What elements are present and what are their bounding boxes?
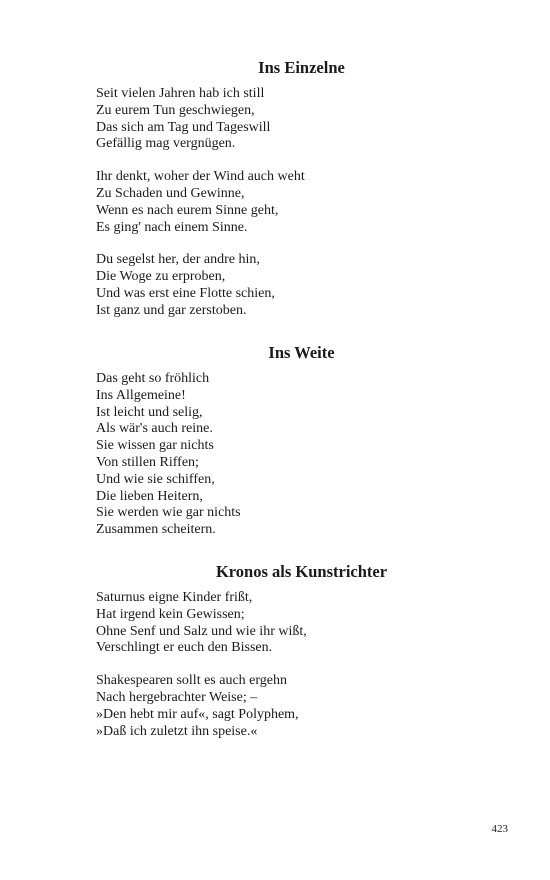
page-number: 423	[491, 823, 508, 835]
verse-line: Ihr denkt, woher der Wind auch weht	[96, 169, 305, 185]
verse-line: Es ging' nach einem Sinne.	[96, 219, 248, 235]
stanza	[96, 590, 496, 657]
verse-line: Das sich am Tag und Tageswill	[96, 119, 271, 135]
stanza	[96, 673, 496, 740]
verse-line: Ist ganz und gar zerstoben.	[96, 302, 247, 318]
poem-kronos-als-kunstrichter	[96, 562, 496, 740]
poem-title: Ins Einzelne	[258, 58, 345, 77]
verse-line: »Den hebt mir auf«, sagt Polyphem,	[96, 706, 299, 722]
stanza	[96, 86, 496, 153]
stanza	[96, 252, 496, 319]
verse-line: Zu Schaden und Gewinne,	[96, 185, 245, 201]
verse-line: Als wär's auch reine.	[96, 421, 213, 437]
stanza	[96, 169, 496, 236]
verse-line: Die lieben Heitern,	[96, 488, 203, 504]
verse-line: Du segelst her, der andre hin,	[96, 252, 260, 268]
verse-line: Sie werden wie gar nichts	[96, 505, 241, 521]
poem-title: Kronos als Kunstrichter	[215, 562, 388, 581]
verse-line: Sie wissen gar nichts	[96, 438, 214, 454]
verse-line: Zusammen scheitern.	[96, 522, 216, 538]
verse-line: »Daß ich zuletzt ihn speise.«	[96, 723, 258, 739]
verse-line: Ins Allgemeine!	[96, 387, 186, 403]
verse-line: Verschlingt er euch den Bissen.	[96, 640, 273, 656]
verse-line: Gefällig mag vergnügen.	[96, 136, 236, 152]
poem-ins-einzelne	[96, 58, 496, 320]
verse-line: Shakespearen sollt es auch ergehn	[96, 673, 288, 689]
verse-line: Ist leicht und selig,	[96, 404, 203, 420]
poem-ins-weite	[96, 343, 496, 539]
verse-line: Zu eurem Tun geschwiegen,	[96, 102, 255, 118]
verse-line: Hat irgend kein Gewissen;	[96, 606, 245, 622]
verse-line: Das geht so fröhlich	[96, 371, 210, 386]
verse-line: Die Woge zu erproben,	[96, 269, 226, 285]
verse-line: Nach hergebrachter Weise; –	[96, 689, 258, 705]
verse-line: Saturnus eigne Kinder frißt,	[96, 590, 253, 605]
verse-line: Wenn es nach eurem Sinne geht,	[96, 202, 279, 218]
verse-line: Seit vielen Jahren hab ich still	[96, 86, 265, 101]
verse-line: Von stillen Riffen;	[96, 454, 199, 470]
stanza	[96, 371, 496, 539]
verse-line: Und wie sie schiffen,	[96, 471, 215, 487]
verse-line: Und was erst eine Flotte schien,	[96, 285, 275, 301]
poem-title: Ins Weite	[268, 343, 335, 362]
verse-line: Ohne Senf und Salz und wie ihr wißt,	[96, 623, 307, 639]
